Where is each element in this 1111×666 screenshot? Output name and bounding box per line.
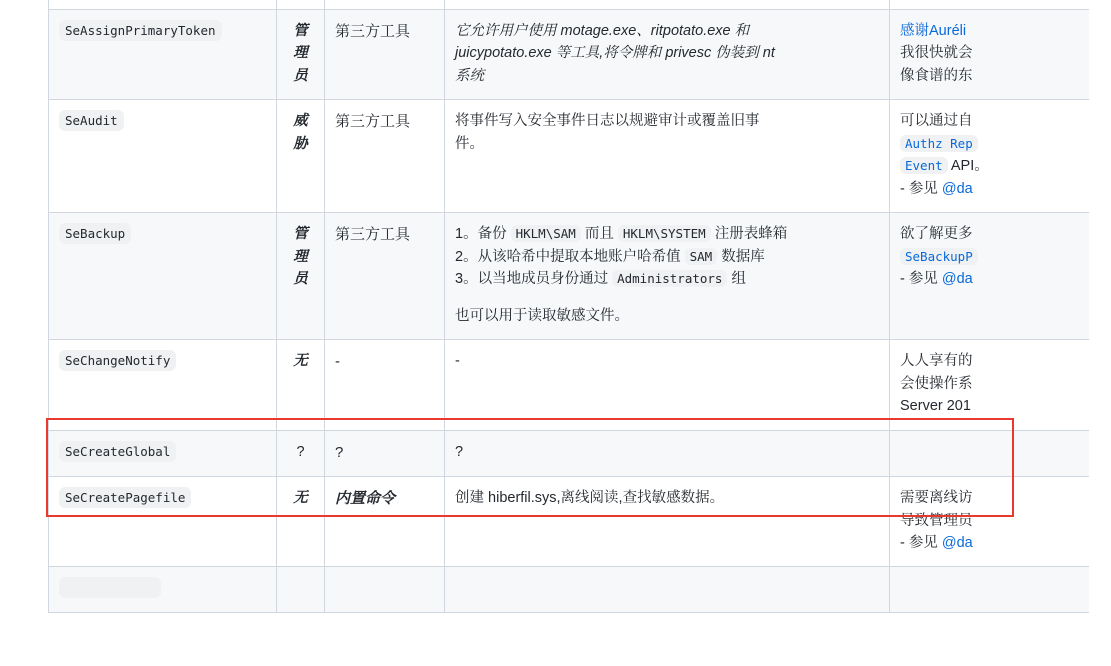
cell-tool <box>325 10 445 100</box>
cell-path <box>445 477 890 567</box>
cell-impact: 无 <box>277 477 325 567</box>
table-row <box>49 477 1111 567</box>
cell-impact: 无 <box>277 340 325 430</box>
cell-tool <box>325 430 445 476</box>
cell-tool <box>325 213 445 340</box>
left-margin <box>0 0 48 666</box>
cell-path <box>445 100 890 213</box>
header-tool <box>325 0 445 10</box>
cell-privilege <box>49 430 277 476</box>
path-line: 3。以当地成员身份通过 Administrators 组 <box>455 271 746 288</box>
registry-hive-code: HKLM\SAM <box>511 225 581 242</box>
mention-link[interactable]: @da <box>941 534 973 551</box>
remark-link[interactable]: 感谢Auréli <box>900 23 967 40</box>
privilege-code: SeBackup <box>59 223 131 244</box>
cell-remarks <box>890 10 1111 100</box>
header-privilege <box>49 0 277 10</box>
privilege-code: SeAudit <box>59 110 124 131</box>
path-line: 2。从该哈希中提取本地账户哈希值 SAM 数据库 <box>455 248 765 265</box>
remark-line: API。 <box>950 158 989 175</box>
cell-path <box>445 430 890 476</box>
path-line: 1。备份 HKLM\SAM 而且 HKLM\SYSTEM 注册表蜂箱 <box>455 226 788 243</box>
cell-remarks <box>890 340 1111 430</box>
cell-privilege <box>49 213 277 340</box>
remark-line: 欲了解更多 <box>900 226 973 243</box>
remark-line: - 参见 @da <box>900 534 973 551</box>
path-line: 系统 <box>455 67 484 84</box>
privileges-table <box>48 0 1111 613</box>
privilege-code <box>59 577 161 598</box>
tool-label: - <box>335 353 340 371</box>
remark-line: - 参见 @da <box>900 180 973 197</box>
privilege-code: SeCreatePagefile <box>59 487 191 508</box>
table-row <box>49 100 1111 213</box>
right-margin <box>1089 0 1111 666</box>
cell-remarks <box>890 430 1111 476</box>
remark-line: 可以通过自 <box>900 113 973 130</box>
remark-line: 需要离线访 <box>900 490 973 507</box>
path-line: 将事件写入安全事件日志以规避审计或覆盖旧事 <box>455 113 760 130</box>
remark-line: - 参见 @da <box>900 271 973 288</box>
cell-privilege <box>49 340 277 430</box>
header-impact <box>277 0 325 10</box>
cell-remarks <box>890 477 1111 567</box>
cell-privilege <box>49 567 277 612</box>
path-line: ? <box>455 443 464 460</box>
cell-impact: ? <box>277 430 325 476</box>
cell-remarks <box>890 213 1111 340</box>
cell-remarks <box>890 100 1111 213</box>
path-line: 件。 <box>455 135 484 152</box>
cell-tool <box>325 477 445 567</box>
mention-link[interactable]: @da <box>941 180 973 197</box>
remark-code-link[interactable]: Authz Rep <box>900 135 978 152</box>
registry-hive-code: HKLM\SYSTEM <box>618 225 711 242</box>
path-line: - <box>455 353 460 370</box>
cell-path <box>445 213 890 340</box>
cell-impact: 威胁 <box>277 100 325 213</box>
cell-tool <box>325 567 445 612</box>
path-line: 创建 hiberfil.sys,离线阅读,查找敏感数据。 <box>455 490 725 507</box>
remark-line: Server 201 <box>900 398 971 415</box>
tool-label: ? <box>335 443 344 461</box>
table-row <box>49 430 1111 476</box>
tool-label: 第三方工具 <box>335 226 411 244</box>
remark-code-link[interactable]: SeBackupP <box>900 248 978 265</box>
cell-path <box>445 340 890 430</box>
cell-tool <box>325 340 445 430</box>
mention-link[interactable]: @da <box>941 271 973 288</box>
cell-tool <box>325 100 445 213</box>
tool-label: 第三方工具 <box>335 113 411 131</box>
cell-privilege <box>49 100 277 213</box>
cell-impact <box>277 567 325 612</box>
table-row-highlighted <box>49 340 1111 430</box>
tool-label: 内置命令 <box>335 490 396 508</box>
remark-line: 会使操作系 <box>900 375 973 392</box>
privilege-code: SeAssignPrimaryToken <box>59 20 222 41</box>
remark-code-link[interactable]: Event <box>900 157 948 174</box>
cell-path <box>445 567 890 612</box>
remark-line: 人人享有的 <box>900 353 973 370</box>
header-remarks <box>890 0 1111 10</box>
path-line: 它允许用户使用 motage.exe、ritpotato.exe 和 <box>455 23 750 40</box>
cell-remarks <box>890 567 1111 612</box>
table-row <box>49 213 1111 340</box>
path-tail: 也可以用于读取敏感文件。 <box>455 307 629 324</box>
privilege-code: SeCreateGlobal <box>59 441 176 462</box>
cell-path <box>445 10 890 100</box>
cell-privilege <box>49 10 277 100</box>
tool-label: 第三方工具 <box>335 23 411 41</box>
sam-code: SAM <box>685 248 718 265</box>
group-code: Administrators <box>612 270 727 287</box>
privilege-code: SeChangeNotify <box>59 350 176 371</box>
table-row <box>49 10 1111 100</box>
cell-privilege <box>49 477 277 567</box>
cell-impact: 管理员 <box>277 10 325 100</box>
remark-line: 像食谱的东 <box>900 67 973 84</box>
table-row-partial <box>49 567 1111 612</box>
remark-line: 我很快就会 <box>900 45 973 62</box>
cell-impact: 管理员 <box>277 213 325 340</box>
table-header-row <box>49 0 1111 10</box>
header-path <box>445 0 890 10</box>
remark-line: 导致管理员 <box>900 512 973 529</box>
path-line: juicypotato.exe 等工具,将令牌和 privesc 伪装到 nt <box>455 45 775 62</box>
